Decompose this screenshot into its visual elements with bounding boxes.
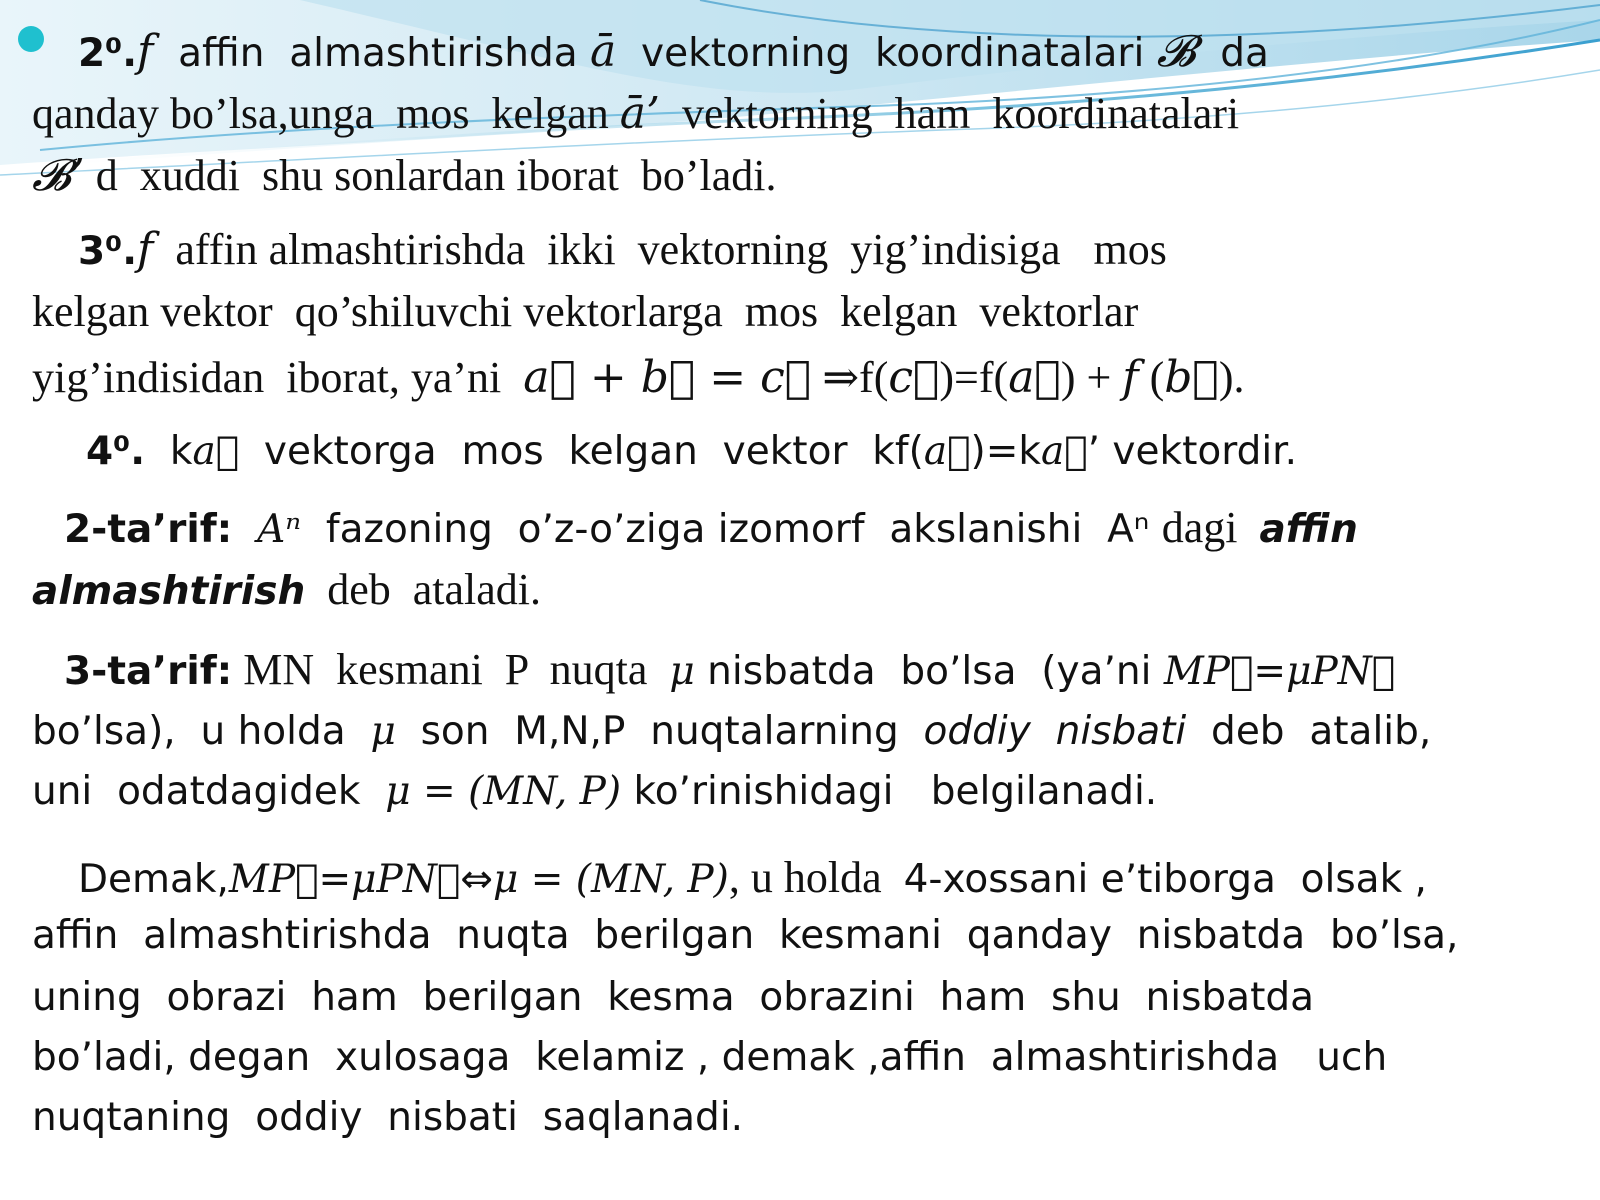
definition-3-line-3: uni odatdagidek μ = (MN, P) ko’rinishidagi belgilanadi.: [32, 769, 1158, 814]
term-affin: affin: [1259, 507, 1358, 552]
property-2-line-3: 𝓑’ d xuddi shu sonlardan iborat bo’ladi.: [32, 150, 777, 201]
property-number: 4⁰.: [86, 429, 146, 474]
conclusion-line-5: nuqtaning oddiy nisbati saqlanadi.: [32, 1095, 744, 1140]
conclusion-line-3: uning obrazi ham berilgan kesma obrazini ham shu nisbatda: [32, 975, 1315, 1020]
vector-sum-formula: a⃗ + b⃗ = c⃗: [523, 352, 812, 403]
ratio-formula: μ = (MN, P): [385, 769, 622, 814]
conclusion-line-1: Demak,MP⃗=μPN⃗⇔μ = (MN, P), u holda 4-xossani e’tiborga olsak ,: [78, 853, 1427, 902]
term-oddiy-nisbati: oddiy nisbati: [923, 709, 1187, 754]
definition-2-line-2: almashtirish deb ataladi.: [32, 565, 542, 614]
conclusion-line-2: affin almashtirishda nuqta berilgan kesmani qanday nisbatda bo’lsa,: [32, 913, 1459, 958]
property-number: 2⁰.: [78, 31, 138, 76]
definition-label: 3-ta’rif:: [64, 649, 233, 694]
definition-3-line-1: 3-ta’rif: MN kesmani P nuqta μ nisbatda bo’lsa (ya’ni MP⃗=μPN⃗: [64, 645, 1396, 694]
conclusion-line-4: bo’ladi, degan xulosaga kelamiz , demak ,affin almashtirishda uch: [32, 1035, 1388, 1080]
property-4-line-1: 4⁰. ka⃗ vektorga mos kelgan vektor kf(a⃗)=ka⃗’ vektordir.: [86, 429, 1298, 474]
property-3-line-3: yig’indisidan iborat, ya’ni a⃗ + b⃗ = c⃗ ⇒f(c⃗)=f(a⃗) + f (b⃗).: [32, 352, 1245, 403]
property-2-line-1: 2⁰.f affin almashtirishda ā vektorning koordinatalari 𝓑 da: [78, 26, 1269, 77]
property-2-line-2: qanday bo’lsa,unga mos kelgan ā’ vektorning ham koordinatalari: [32, 88, 1240, 139]
property-number: 3⁰.: [78, 229, 138, 274]
term-almashtirish: almashtirish: [32, 569, 306, 614]
definition-3-line-2: bo’lsa), u holda μ son M,N,P nuqtalarning oddiy nisbati deb atalib,: [32, 709, 1432, 754]
property-3-line-2: kelgan vektor qo’shiluvchi vektorlarga mos kelgan vektorlar: [32, 287, 1139, 336]
property-3-line-1: 3⁰.f affin almashtirishda ikki vektorning yig’indisiga mos: [78, 224, 1167, 275]
definition-label: 2-ta’rif:: [64, 507, 233, 552]
definition-2-line-1: 2-ta’rif: Aⁿ fazoning o’z-o’ziga izomorf akslanishi Aⁿ dagi affin: [64, 503, 1358, 552]
bullet-dot: [18, 26, 44, 52]
